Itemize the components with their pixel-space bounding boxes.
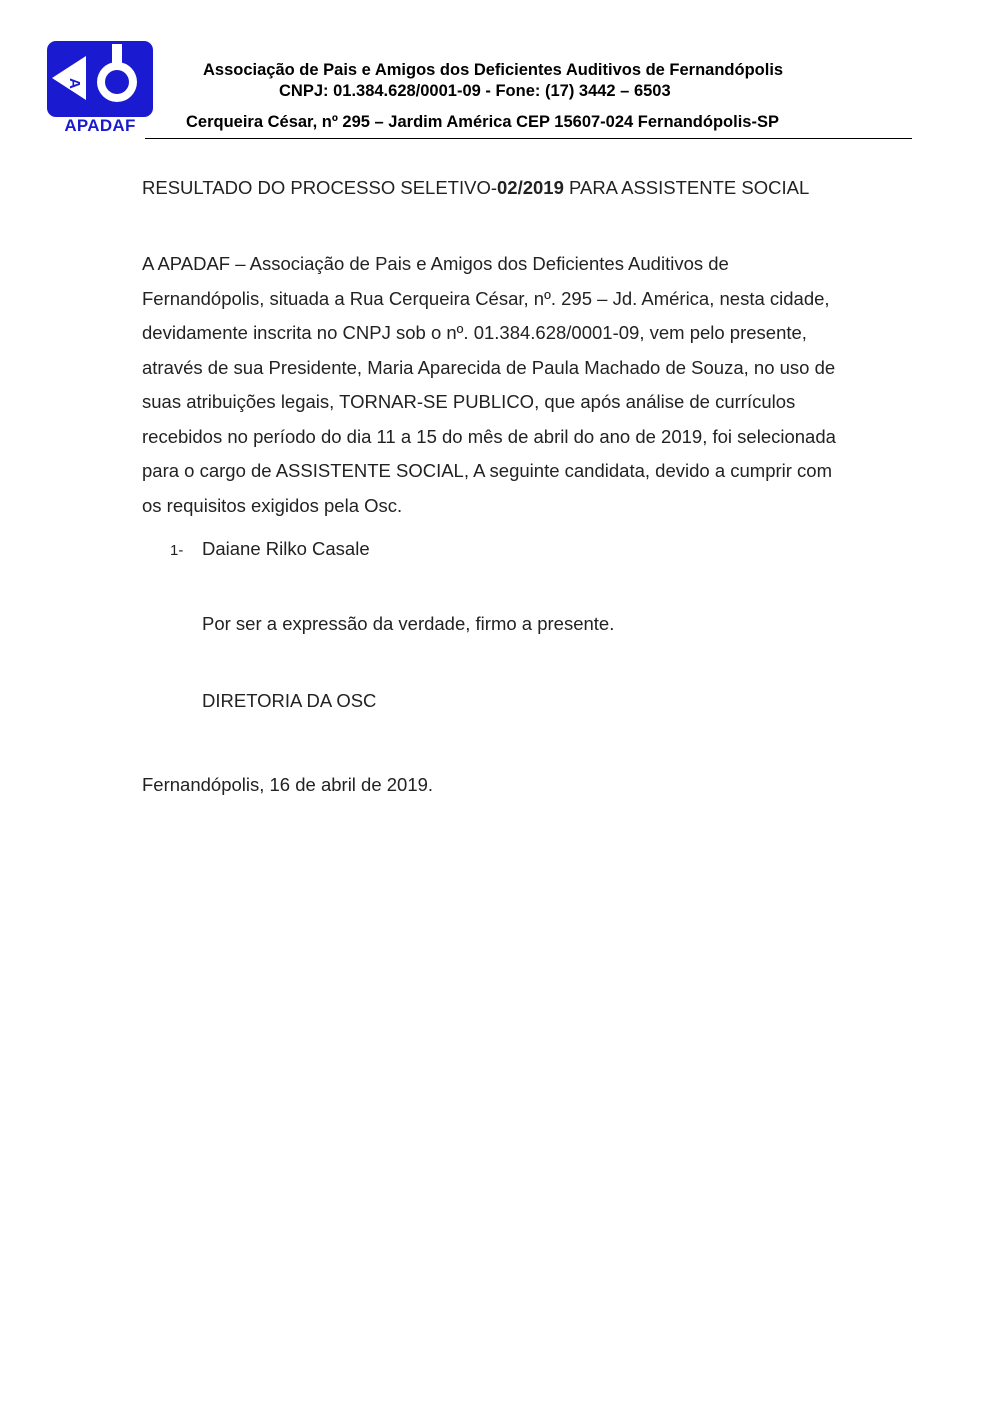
candidate-name: Daiane Rilko Casale (202, 538, 370, 559)
cnpj-phone: CNPJ: 01.384.628/0001-09 - Fone: (17) 3442 – 6503 (279, 82, 671, 100)
place-date: Fernandópolis, 16 de abril de 2019. (142, 774, 434, 795)
document-title (142, 171, 854, 206)
closing-statement: Por ser a expressão da verdade, firmo a presente. (202, 613, 615, 634)
title-suffix: PARA ASSISTENTE SOCIAL (563, 177, 810, 198)
body-paragraph: A APADAF – Associação de Pais e Amigos dos Deficientes Auditivos de Fernandópolis, situada a Rua Cerqueira César, nº. 295 – Jd. América, nesta cidade, devidamente inscrita no CNPJ sob o nº. 01.384.628/0001-09, vem pelo presente, através de sua Presidente, Maria Aparecida de Paula Machado de Souza, no uso de suas atribuições legais, TORNAR-SE PUBLICO, que após análise de currículos recebidos no período do dia 11 a 15 do mês de abril do ano de 2019, foi selecionada para o cargo de ASSISTENTE SOCIAL, A seguinte candidata, devido a cumprir com os requisitos exigidos pela Osc. (142, 253, 836, 516)
svg-text:A: A (66, 78, 83, 89)
title-prefix: RESULTADO DO PROCESSO SELETIVO- (142, 177, 497, 198)
org-address: Cerqueira César, nº 295 – Jardim América CEP 15607-024 Fernandópolis-SP (186, 113, 779, 131)
org-name: Associação de Pais e Amigos dos Deficientes Auditivos de Fernandópolis (203, 61, 784, 79)
list-number: 1- (170, 542, 184, 559)
header-divider (145, 138, 912, 139)
logo-wordmark: APADAF (64, 116, 136, 135)
title-number: 02/2019 (497, 177, 564, 198)
list-item (170, 532, 370, 568)
signature-line: DIRETORIA DA OSC (202, 690, 377, 711)
